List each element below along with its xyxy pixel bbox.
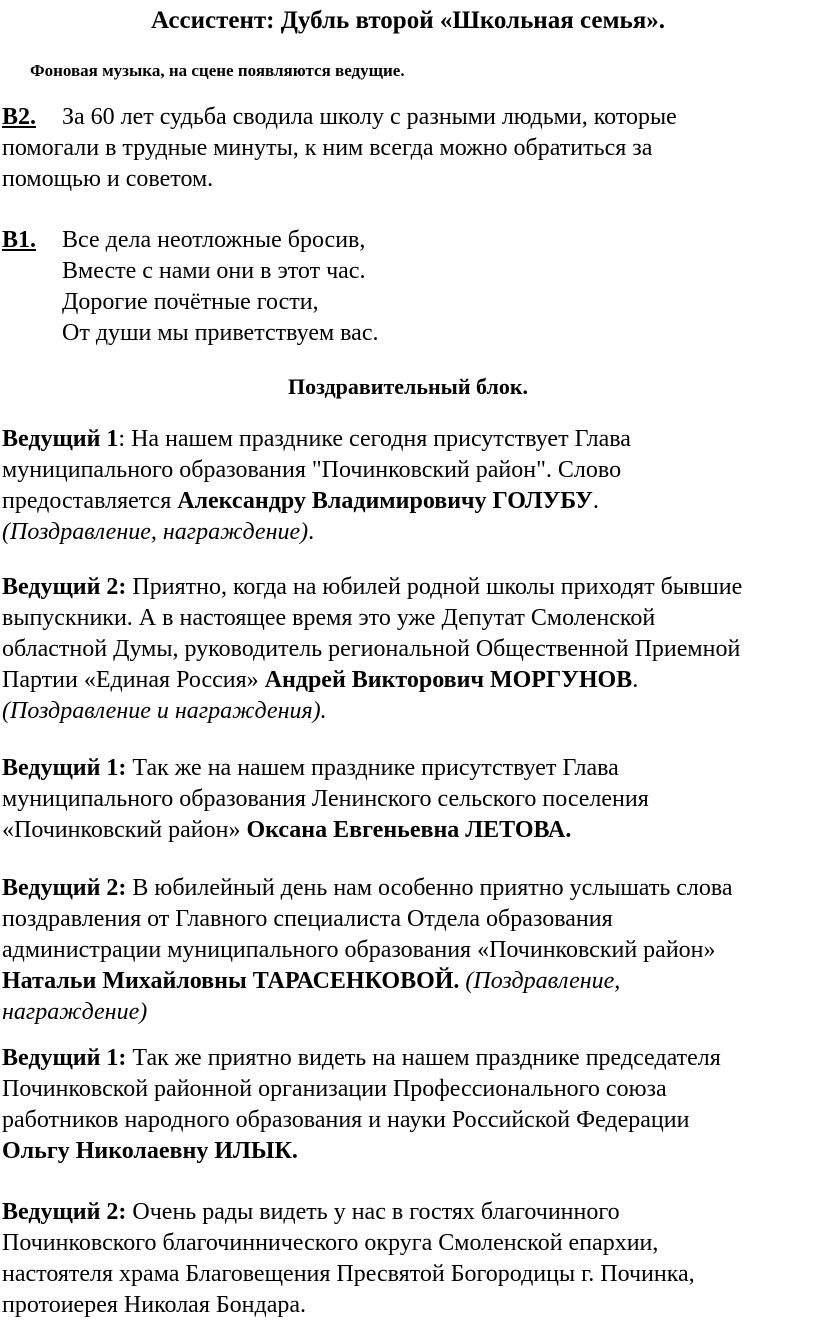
guest-name: Александру Владимировичу ГОЛУБУ: [177, 488, 593, 514]
paragraph-text: На нашем празднике сегодня присутствует Глава: [131, 426, 631, 452]
paragraph-text: предоставляется: [2, 488, 178, 514]
paragraph-text: .: [308, 519, 315, 545]
paragraph-text: .: [592, 488, 599, 514]
b2-text-1: За 60 лет судьба сводила школу с разными людьми, которые: [62, 104, 677, 130]
speech-paragraph-3: [2, 753, 816, 846]
verse-line: Вместе с нами они в этот час.: [62, 258, 366, 284]
b2-line-3: помощью и советом.: [2, 166, 214, 192]
paragraph-text: протоиерея Николая Бондара.: [2, 1292, 306, 1318]
speech-paragraph-4: [2, 873, 816, 1028]
stage-direction: (Поздравление,: [459, 968, 621, 994]
paragraph-text: муниципального образования "Починковский район". Слово: [2, 457, 622, 483]
stage-direction: награждение): [2, 999, 148, 1025]
guest-name: Натальи Михайловны ТАРАСЕНКОВОЙ.: [2, 968, 460, 994]
speaker-label: Ведущий 1:: [2, 1045, 127, 1071]
paragraph-text: Партии «Единая Россия»: [2, 667, 265, 693]
paragraph-text: Починковского благочиннического округа Смоленской епархии,: [2, 1230, 659, 1256]
stage-direction: (Поздравление, награждение): [2, 519, 309, 545]
paragraph-text: .: [632, 667, 639, 693]
paragraph-text: Так же приятно видеть на нашем празднике председателя: [126, 1045, 721, 1071]
speech-paragraph-6: [2, 1197, 816, 1321]
verse-line: От души мы приветствуем вас.: [62, 320, 379, 346]
speaker-label: Ведущий 2:: [2, 1199, 127, 1225]
paragraph-text: муниципального образования Ленинского сельского поселения: [2, 786, 649, 812]
stage-note: Фоновая музыка, на сцене появляются ведущие.: [30, 61, 405, 80]
b2-line-1: [2, 102, 816, 133]
section-title: Поздравительный блок.: [287, 374, 529, 399]
paragraph-text: Так же на нашем празднике присутствует Глава: [126, 755, 619, 781]
paragraph-text: Приятно, когда на юбилей родной школы приходят бывшие: [126, 574, 743, 600]
stage-direction: (Поздравление и награждения).: [2, 698, 327, 724]
speech-paragraph-5: [2, 1043, 816, 1167]
guest-name: Оксана Евгеньевна ЛЕТОВА.: [246, 817, 572, 843]
paragraph-text: работников народного образования и науки Российской Федерации: [2, 1107, 690, 1133]
paragraph-text: поздравления от Главного специалиста Отдела образования: [2, 906, 613, 932]
paragraph-text: администрации муниципального образования «Починковский район»: [2, 937, 716, 963]
speaker-colon: :: [118, 426, 132, 452]
speaker-label: Ведущий 1:: [2, 755, 127, 781]
verse-line: Все дела неотложные бросив,: [62, 227, 366, 253]
paragraph-text: Починковской районной организации Профессионального союза: [2, 1076, 667, 1102]
paragraph-text: областной Думы, руководитель региональной Общественной Приемной: [2, 636, 741, 662]
paragraph-text: «Починковский район»: [2, 817, 247, 843]
speech-paragraph-1: [2, 424, 816, 548]
b2-line-2: помогали в трудные минуты, к ним всегда можно обратиться за: [2, 135, 653, 161]
verse-line: Дорогие почётные гости,: [62, 289, 319, 315]
speaker-label: Ведущий 2:: [2, 574, 127, 600]
guest-name: Ольгу Николаевну ИЛЫК.: [2, 1138, 298, 1164]
paragraph-text: В юбилейный день нам особенно приятно услышать слова: [126, 875, 733, 901]
document-title: Ассистент: Дубль второй «Школьная семья».: [150, 7, 666, 34]
paragraph-text: Очень рады видеть у нас в гостях благочинного: [126, 1199, 620, 1225]
speech-paragraph-2: [2, 572, 816, 727]
b2-code: В2.: [2, 104, 37, 130]
b1-code: В1.: [2, 227, 37, 253]
paragraph-text: настоятеля храма Благовещения Пресвятой Богородицы г. Починка,: [2, 1261, 695, 1287]
speaker-label: Ведущий 1: [2, 426, 119, 452]
host-b2-block: [2, 102, 816, 195]
b1-verse: [62, 225, 762, 349]
speaker-label: Ведущий 2:: [2, 875, 127, 901]
guest-name: Андрей Викторович МОРГУНОВ: [264, 667, 633, 693]
paragraph-text: выпускники. А в настоящее время это уже Депутат Смоленской: [2, 605, 656, 631]
